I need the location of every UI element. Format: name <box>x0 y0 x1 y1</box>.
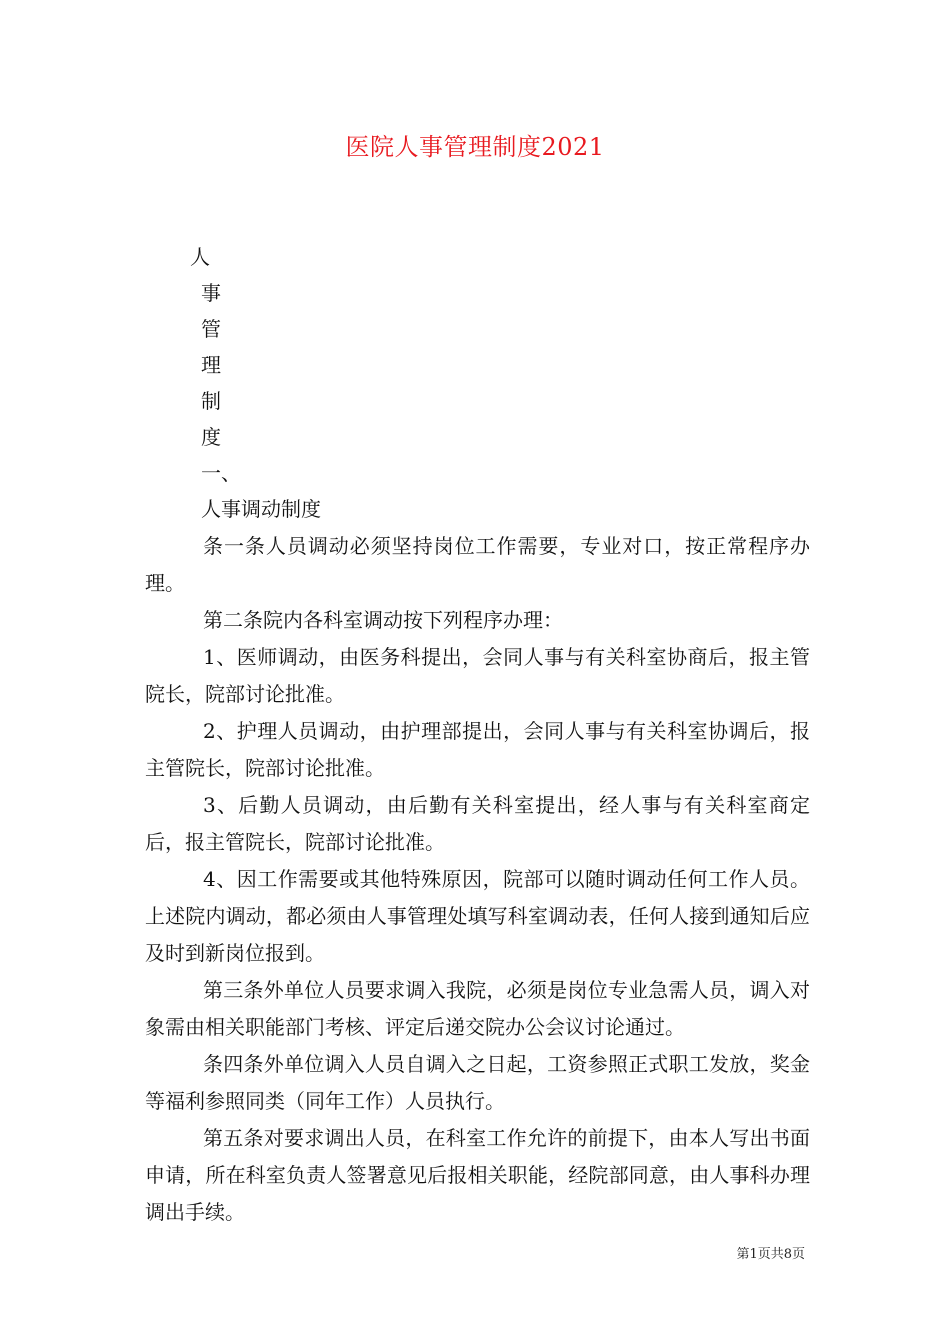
paragraph: 第二条院内各科室调动按下列程序办理： <box>203 608 563 632</box>
vertical-heading-char: 管 <box>201 317 221 341</box>
vertical-heading-char: 事 <box>201 281 221 305</box>
paragraph: 4、因工作需要或其他特殊原因，院部可以随时调动任何工作人员。上述院内调动，都必须由人事管理处填写科室调动表，任何人接到通知后应及时到新岗位报到。 <box>145 867 810 965</box>
paragraph: 1、医师调动，由医务科提出，会同人事与有关科室协商后，报主管院长，院部讨论批准。 <box>145 645 810 706</box>
paragraph: 3、后勤人员调动，由后勤有关科室提出，经人事与有关科室商定后，报主管院长，院部讨论批准。 <box>145 793 810 854</box>
vertical-heading-char: 制 <box>201 389 221 413</box>
vertical-heading-char: 度 <box>201 425 221 449</box>
paragraph: 条四条外单位调入人员自调入之日起，工资参照正式职工发放，奖金等福利参照同类（同年工作）人员执行。 <box>145 1052 810 1113</box>
vertical-heading-char: 理 <box>201 353 221 377</box>
section-heading: 人事调动制度 <box>201 497 321 521</box>
paragraph: 第五条对要求调出人员，在科室工作允许的前提下，由本人写出书面申请，所在科室负责人签署意见后报相关职能，经院部同意，由人事科办理调出手续。 <box>145 1126 810 1224</box>
vertical-heading-char: 一、 <box>201 461 241 485</box>
page-title: 医院人事管理制度2021 <box>345 133 605 161</box>
vertical-heading-char: 人 <box>190 245 210 269</box>
paragraph: 条一条人员调动必须坚持岗位工作需要，专业对口，按正常程序办理。 <box>145 534 810 595</box>
paragraph: 2、护理人员调动，由护理部提出，会同人事与有关科室协调后，报主管院长，院部讨论批准。 <box>145 719 810 780</box>
paragraph: 第三条外单位人员要求调入我院，必须是岗位专业急需人员，调入对象需由相关职能部门考核、评定后递交院办公会议讨论通过。 <box>145 978 810 1039</box>
page-number: 第1页共8页 <box>736 1247 805 1262</box>
